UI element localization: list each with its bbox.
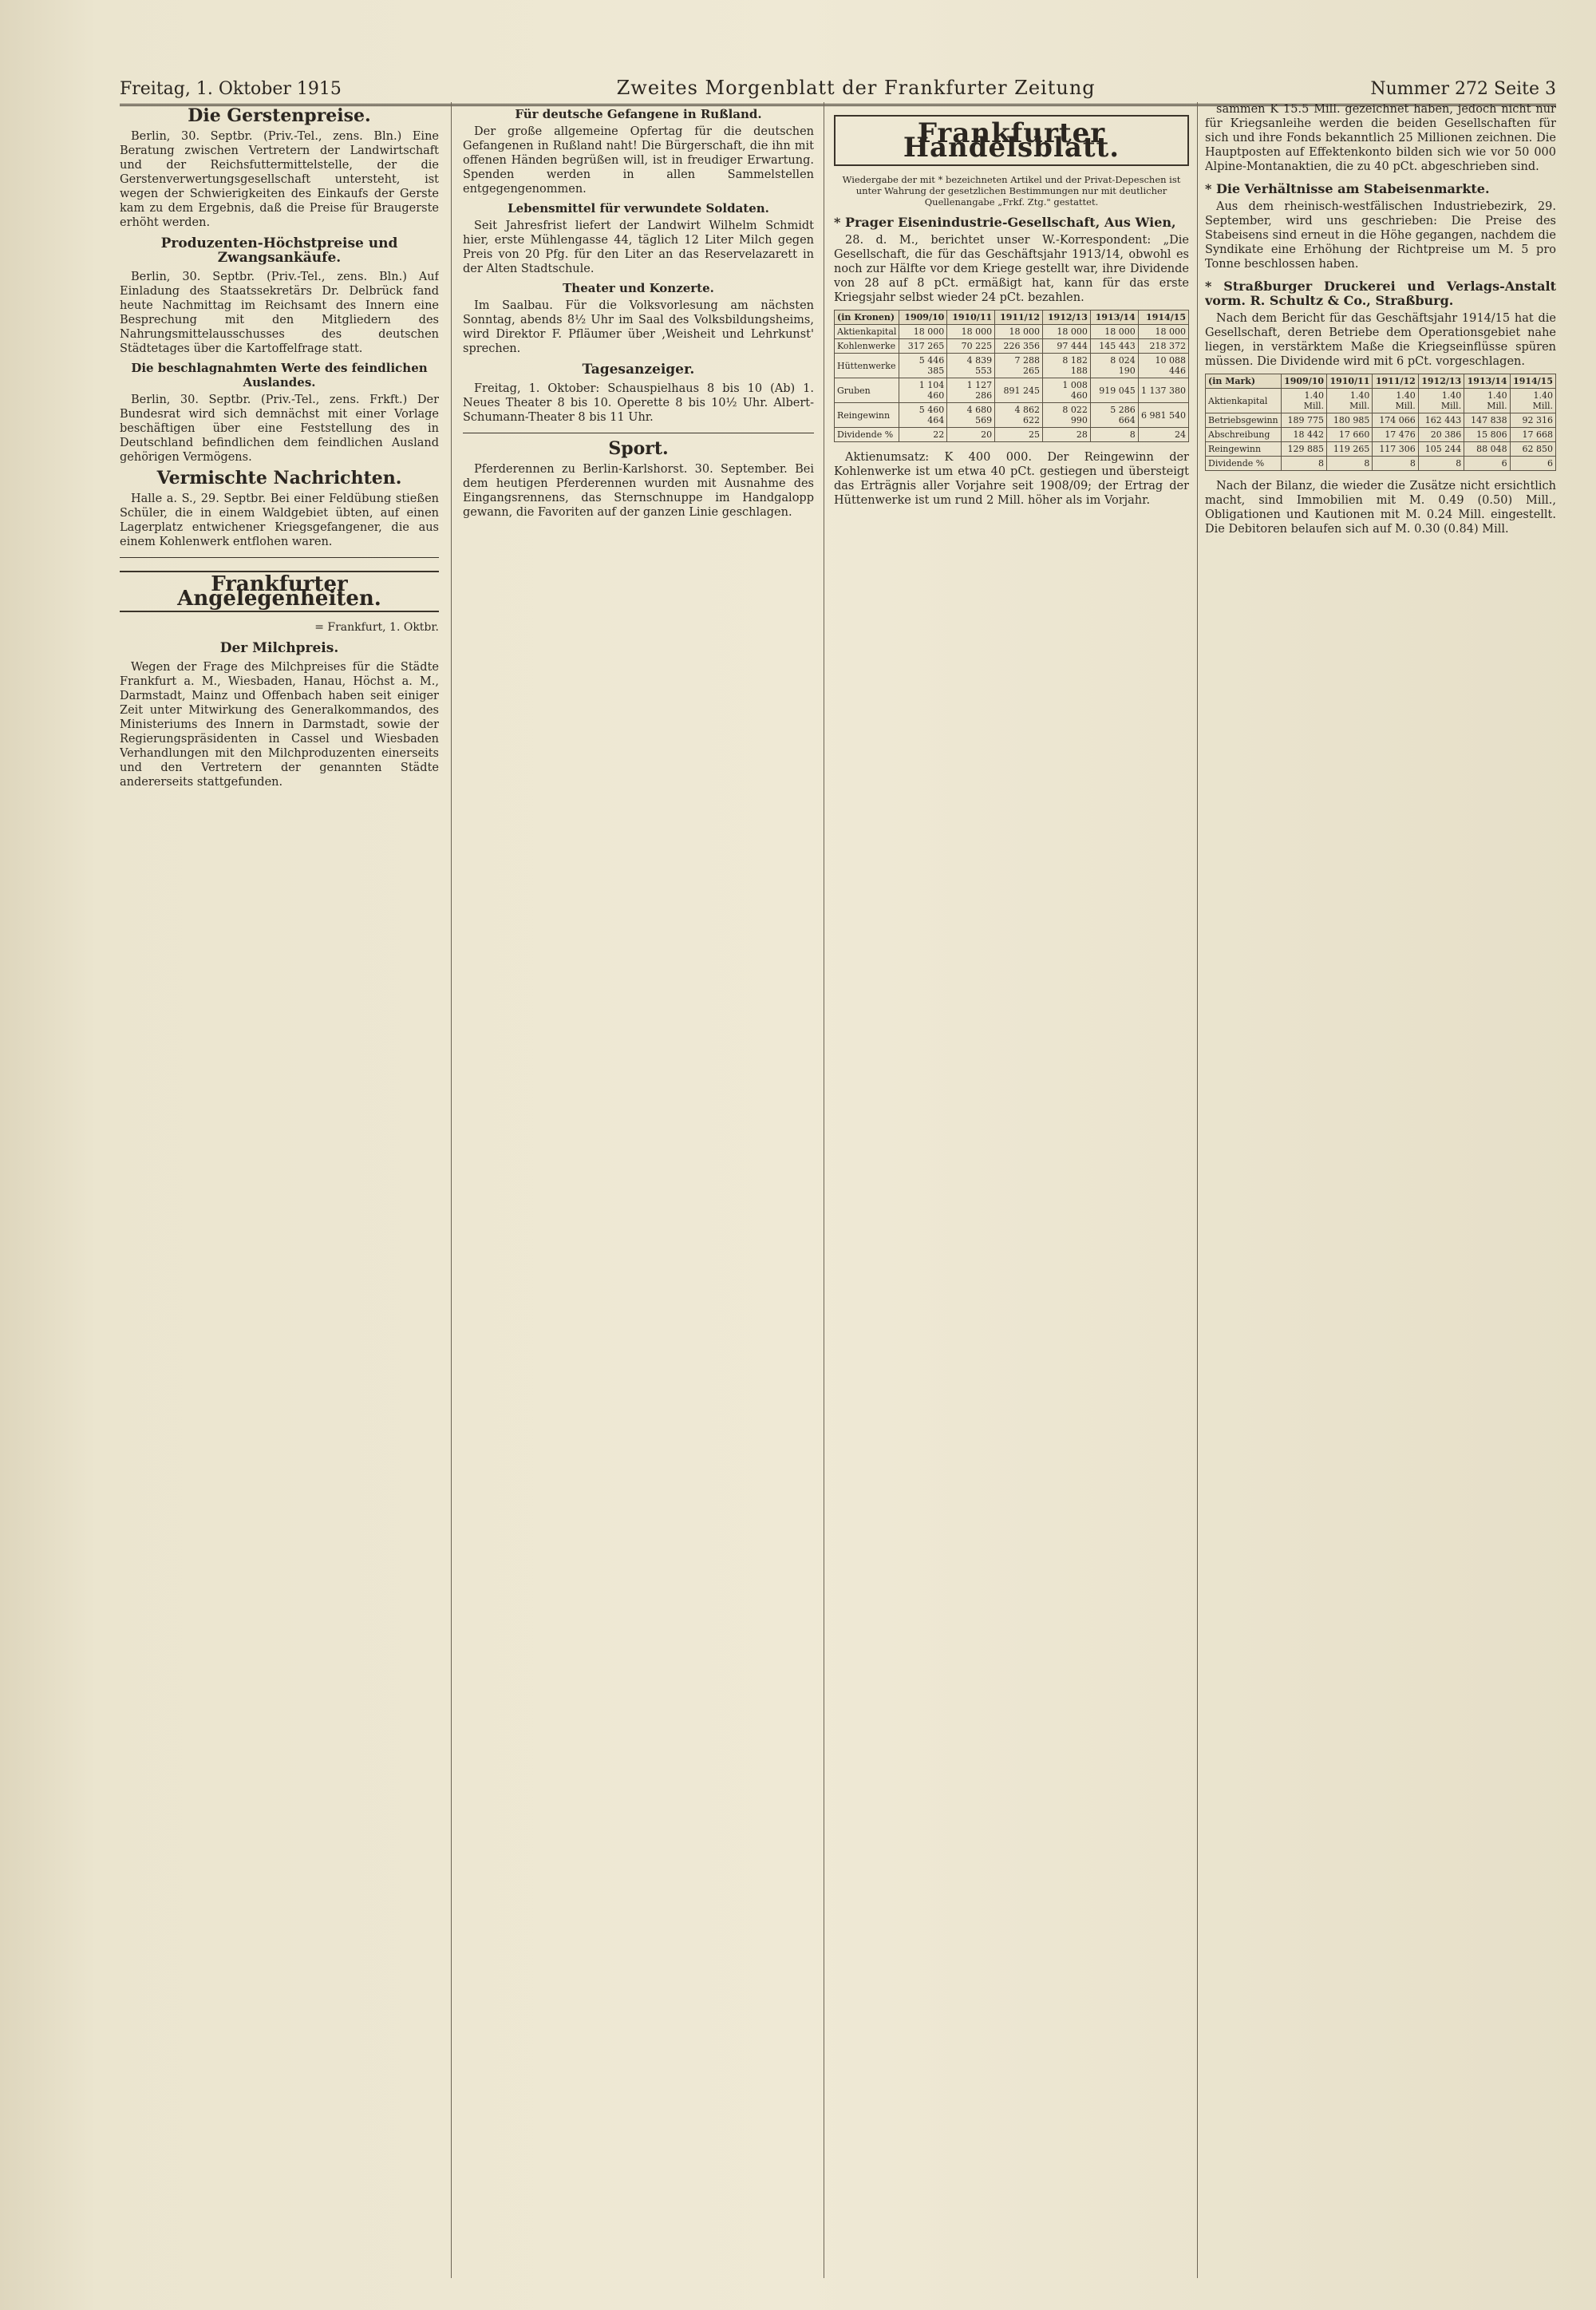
table-cell: Kohlenwerke xyxy=(835,339,899,354)
table-cell: 17 668 xyxy=(1510,428,1555,442)
table-cell: Hüttenwerke xyxy=(835,354,899,378)
table-cell: Betriebsgewinn xyxy=(1206,413,1282,428)
table-row xyxy=(1206,389,1556,413)
table-cell: 8 xyxy=(1418,457,1464,471)
column-1 xyxy=(120,102,439,2278)
table-cell: 8 022 990 xyxy=(1043,403,1091,428)
article-body: Nach dem Bericht für das Geschäftsjahr 1914/15 hat die Gesellschaft, deren Betriebe dem Operationsgebiet nahe liegen, in verstärktem Maße die Kriegseinflüsse spüren müssen. Die Dividende wird mit 6 pCt. vorgeschlagen. xyxy=(1205,312,1556,368)
section-heading: Frankfurter Angelegenheiten. xyxy=(120,571,439,612)
table-header-cell: 1914/15 xyxy=(1510,374,1555,389)
article-heading: * Straßburger Druckerei und Verlags-Anstalt vorm. R. Schultz & Co., Straßburg. xyxy=(1205,279,1556,308)
table-cell: 7 288 265 xyxy=(995,354,1043,378)
table-cell: 1 137 380 xyxy=(1138,378,1188,403)
handelsblatt-subtitle: Wiedergabe der mit * bezeichneten Artikel und der Privat-Depeschen ist unter Wahrung der gesetzlichen Bestimmungen nur mit deutlicher Quellenangabe „Frkf. Ztg." gestattet. xyxy=(842,174,1181,208)
table-header-cell: 1912/13 xyxy=(1043,311,1091,325)
table-cell: 105 244 xyxy=(1418,442,1464,457)
article-heading: Tagesanzeiger. xyxy=(582,362,695,378)
table-cell: 891 245 xyxy=(995,378,1043,403)
table-cell: 1.40 Mill. xyxy=(1510,389,1555,413)
table-cell: 1 104 460 xyxy=(899,378,947,403)
article-body: Berlin, 30. Septbr. (Priv.-Tel., zens. Bln.) Auf Einladung des Staatssekretärs Dr. Delbrück fand heute Nachmittag im Reichsamt des Innern eine Besprechung mit den Mitgliedern des Nahrungsmittelausschusses des deutschen Städtetages über die Kartoffelfrage statt. xyxy=(120,271,439,355)
table-row xyxy=(835,339,1189,354)
article-body: Berlin, 30. Septbr. (Priv.-Tel., zens. Frkft.) Der Bundesrat wird sich demnächst mit einer Vorlage beschäftigen über eine Feststellung des in Deutschland befindlichen dem feindlichen Ausland gehörigen Vermögens. xyxy=(120,394,439,464)
table-cell: 8 xyxy=(1281,457,1326,471)
table-cell: 18 442 xyxy=(1281,428,1326,442)
table-header-row xyxy=(1206,374,1556,389)
table-cell: 5 460 464 xyxy=(899,403,947,428)
column-2 xyxy=(463,102,814,2278)
table-row xyxy=(1206,457,1556,471)
table-cell: 92 316 xyxy=(1510,413,1555,428)
table-cell: 8 xyxy=(1373,457,1418,471)
table-cell: 17 476 xyxy=(1373,428,1418,442)
table-row xyxy=(1206,428,1556,442)
table-cell: 6 981 540 xyxy=(1138,403,1188,428)
table-row xyxy=(835,354,1189,378)
table-cell: 97 444 xyxy=(1043,339,1091,354)
table-cell: 22 xyxy=(899,428,947,442)
table-cell: Aktienkapital xyxy=(835,325,899,339)
article-body: Pferderennen zu Berlin-Karlshorst. 30. September. Bei dem heutigen Pferderennen wurden mit Ausnahme des Eingangsrennens, das Sternschnuppe im Handgalopp gewann, die Favoriten auf der ganzen Linie geschlagen. xyxy=(463,463,814,519)
article-body: Der große allgemeine Opfertag für die deutschen Gefangenen in Rußland naht! Die Bürgerschaft, die ihn mit offenen Händen begrüßen will, ist in freudiger Erwartung. Spenden werden in allen Sammelstellen entgegengenommen. xyxy=(463,125,814,196)
table-cell: 180 985 xyxy=(1327,413,1373,428)
table-header-cell: (in Mark) xyxy=(1206,374,1282,389)
header-masthead: Zweites Morgenblatt der Frankfurter Zeitung xyxy=(616,77,1096,99)
table-cell: 1.40 Mill. xyxy=(1327,389,1373,413)
table-cell: 20 386 xyxy=(1418,428,1464,442)
table-cell: Dividende % xyxy=(1206,457,1282,471)
table-header-cell: 1909/10 xyxy=(899,311,947,325)
divider xyxy=(120,557,439,558)
table-cell: 162 443 xyxy=(1418,413,1464,428)
table-cell: 18 000 xyxy=(899,325,947,339)
table-cell: 88 048 xyxy=(1464,442,1510,457)
table-cell: 145 443 xyxy=(1090,339,1138,354)
table-cell: Reingewinn xyxy=(1206,442,1282,457)
column-4 xyxy=(1205,102,1556,2278)
financial-table xyxy=(1205,374,1556,471)
table-row xyxy=(835,403,1189,428)
table-cell: 24 xyxy=(1138,428,1188,442)
article-heading: Die beschlagnahmten Werte des feindlichen Auslandes. xyxy=(131,361,428,390)
table-cell: 18 000 xyxy=(1090,325,1138,339)
table-cell: 4 862 622 xyxy=(995,403,1043,428)
table-row xyxy=(1206,413,1556,428)
table-cell: 317 265 xyxy=(899,339,947,354)
section-heading: Sport. xyxy=(608,438,669,459)
table-cell: 1.40 Mill. xyxy=(1373,389,1418,413)
handelsblatt-masthead: Frankfurter Handelsblatt. xyxy=(834,115,1189,166)
article-heading: Produzenten-Höchstpreise und Zwangsankäufe. xyxy=(160,235,398,266)
column-rule xyxy=(1197,102,1198,2278)
table-cell: 5 446 385 xyxy=(899,354,947,378)
table-header-cell: 1912/13 xyxy=(1418,374,1464,389)
table-cell: 1 008 460 xyxy=(1043,378,1091,403)
section-heading: Vermischte Nachrichten. xyxy=(156,468,402,489)
table-cell: 20 xyxy=(947,428,995,442)
article-body: Seit Jahresfrist liefert der Landwirt Wilhelm Schmidt hier, erste Mühlengasse 44, täglich 12 Liter Milch gegen Preis von 20 Pfg. für den Liter an das Reservelazarett in der Alten Stadtschule. xyxy=(463,220,814,275)
table-cell: 18 000 xyxy=(1138,325,1188,339)
table-row xyxy=(835,428,1189,442)
table-header-cell: 1910/11 xyxy=(947,311,995,325)
table-row xyxy=(835,378,1189,403)
article-heading: Für deutsche Gefangene in Rußland. xyxy=(515,107,762,121)
article-body: Berlin, 30. Septbr. (Priv.-Tel., zens. Bln.) Eine Beratung zwischen Vertretern der Landwirtschaft und der Reichsfuttermittelstelle, der die Gerstenverwertungsgesellschaft untersteht, ist wegen der Schwierigkeiten des Einkaufs der Gerste kam zu dem Ergebnis, daß die Preise für Braugerste erhöht werden. xyxy=(120,130,439,229)
table-cell: 129 885 xyxy=(1281,442,1326,457)
table-cell: 4 680 569 xyxy=(947,403,995,428)
table-cell: 4 839 553 xyxy=(947,354,995,378)
table-cell: 189 775 xyxy=(1281,413,1326,428)
table-cell: 62 850 xyxy=(1510,442,1555,457)
header-date: Freitag, 1. Oktober 1915 xyxy=(120,79,342,99)
article-body: sammen K 15.5 Mill. gezeichnet haben, jedoch nicht nur für Kriegsanleihe werden die beiden Gesellschaften für sich und ihre Fonds bekanntlich 25 Millionen zeichnen. Die Hauptposten auf Effektenkonto bilden sich wie vor 50 000 Alpine-Montanaktien, die zu 40 pCt. abgeschrieben sind. xyxy=(1205,103,1556,173)
table-header-cell: 1914/15 xyxy=(1138,311,1188,325)
table-header-cell: (in Kronen) xyxy=(835,311,899,325)
table-cell: 18 000 xyxy=(995,325,1043,339)
table-header-cell: 1913/14 xyxy=(1464,374,1510,389)
table-cell: 119 265 xyxy=(1327,442,1373,457)
table-cell: 28 xyxy=(1043,428,1091,442)
table-cell: 6 xyxy=(1510,457,1555,471)
table-cell: Abschreibung xyxy=(1206,428,1282,442)
financial-table xyxy=(834,310,1189,442)
article-body: Freitag, 1. Oktober: Schauspielhaus 8 bis 10 (Ab) 1. Neues Theater 8 bis 10. Operette 8 bis 10½ Uhr. Albert-Schumann-Theater 8 bis 11 Uhr. xyxy=(463,382,814,424)
table-header-cell: 1911/12 xyxy=(995,311,1043,325)
header-page-number: Nummer 272 Seite 3 xyxy=(1370,79,1556,99)
table-cell: Aktienkapital xyxy=(1206,389,1282,413)
article-heading: * Die Verhältnisse am Stabeisenmarkte. xyxy=(1205,181,1490,196)
table-cell: 218 372 xyxy=(1138,339,1188,354)
table-cell: 8 024 190 xyxy=(1090,354,1138,378)
table-header-row xyxy=(835,311,1189,325)
article-body: 28. d. M., berichtet unser W.-Korrespondent: „Die Gesellschaft, die für das Geschäftsjahr 1913/14, obwohl es noch zur Hälfte vor dem Kriege gestellt war, ihre Dividende von 28 auf 8 pCt. ermäßigt hat, kann für das erste Kriegsjahr selbst wieder 24 pCt. bezahlen. xyxy=(834,234,1189,304)
article-heading: Der Milchpreis. xyxy=(219,640,339,656)
table-cell: 174 066 xyxy=(1373,413,1418,428)
table-header-cell: 1910/11 xyxy=(1327,374,1373,389)
article-body: Halle a. S., 29. Septbr. Bei einer Feldübung stießen Schüler, die in einem Waldgebiet übten, auf einen Lagerplatz entwichener Kriegsgefangener, die aus einem Kohlenwerk entflohen waren. xyxy=(120,492,439,548)
table-cell: 18 000 xyxy=(947,325,995,339)
table-cell: 147 838 xyxy=(1464,413,1510,428)
table-cell: 1 127 286 xyxy=(947,378,995,403)
table-cell: 25 xyxy=(995,428,1043,442)
table-header-cell: 1911/12 xyxy=(1373,374,1418,389)
dateline: = Frankfurt, 1. Oktbr. xyxy=(314,621,439,634)
table-cell: Gruben xyxy=(835,378,899,403)
table-cell: 70 225 xyxy=(947,339,995,354)
article-heading: * Prager Eisenindustrie-Gesellschaft, Aus Wien, xyxy=(834,215,1176,230)
table-cell: 17 660 xyxy=(1327,428,1373,442)
table-cell: 919 045 xyxy=(1090,378,1138,403)
table-cell: 8 182 188 xyxy=(1043,354,1091,378)
article-body: Nach der Bilanz, die wieder die Zusätze nicht ersichtlich macht, sind Immobilien mit M. 0.49 (0.50) Mill., Obligationen und Kautionen mit M. 0.24 Mill. eingestellt. Die Debitoren belaufen sich auf M. 0.30 (0.84) Mill. xyxy=(1205,480,1556,536)
table-cell: 15 806 xyxy=(1464,428,1510,442)
table-cell: 8 xyxy=(1090,428,1138,442)
table-cell: 1.40 Mill. xyxy=(1281,389,1326,413)
table-row xyxy=(835,325,1189,339)
article-body: Aus dem rheinisch-westfälischen Industriebezirk, 29. September, wird uns geschrieben: Die Preise des Stabeisens sind erneut in die Höhe gegangen, nachdem die Syndikate eine Erhöhung der Richtpreise um M. 5 pro Tonne beschlossen haben. xyxy=(1205,200,1556,271)
table-cell: Reingewinn xyxy=(835,403,899,428)
article-body: Aktienumsatz: K 400 000. Der Reingewinn der Kohlenwerke ist um etwa 40 pCt. gestiegen und übersteigt das Erträgnis aller Vorjahre seit 1908/09; der Ertrag der Hüttenwerke ist um rund 2 Mill. höher als im Vorjahr. xyxy=(834,451,1189,507)
article-heading: Lebensmittel für verwundete Soldaten. xyxy=(508,201,769,216)
article-body: Wegen der Frage des Milchpreises für die Städte Frankfurt a. M., Wiesbaden, Hanau, Höchst a. M., Darmstadt, Mainz und Offenbach haben seit einiger Zeit unter Mitwirkung des Generalkommandos, des Ministeriums des Innern in Darmstadt, sowie der Regierungspräsidenten in Cassel und Wiesbaden Verhandlungen mit den Milchproduzenten einerseits und den Vertretern der genannten Städte andererseits stattgefunden. xyxy=(120,661,439,789)
page-header xyxy=(120,64,1556,106)
table-cell: Dividende % xyxy=(835,428,899,442)
table-header-cell: 1909/10 xyxy=(1281,374,1326,389)
column-rule xyxy=(451,102,452,2278)
article-body: Im Saalbau. Für die Volksvorlesung am nächsten Sonntag, abends 8½ Uhr im Saal des Volksbildungsheims, wird Direktor F. Pfläumer über ‚Weisheit und Lehrkunst' sprechen. xyxy=(463,299,814,355)
table-cell: 117 306 xyxy=(1373,442,1418,457)
table-row xyxy=(1206,442,1556,457)
table-cell: 1.40 Mill. xyxy=(1418,389,1464,413)
table-cell: 1.40 Mill. xyxy=(1464,389,1510,413)
column-3 xyxy=(834,102,1189,2278)
table-cell: 6 xyxy=(1464,457,1510,471)
table-header-cell: 1913/14 xyxy=(1090,311,1138,325)
table-cell: 8 xyxy=(1327,457,1373,471)
article-heading: Die Gerstenpreise. xyxy=(188,105,371,126)
table-cell: 226 356 xyxy=(995,339,1043,354)
table-cell: 10 088 446 xyxy=(1138,354,1188,378)
table-cell: 18 000 xyxy=(1043,325,1091,339)
article-heading: Theater und Konzerte. xyxy=(563,281,714,295)
table-cell: 5 286 664 xyxy=(1090,403,1138,428)
